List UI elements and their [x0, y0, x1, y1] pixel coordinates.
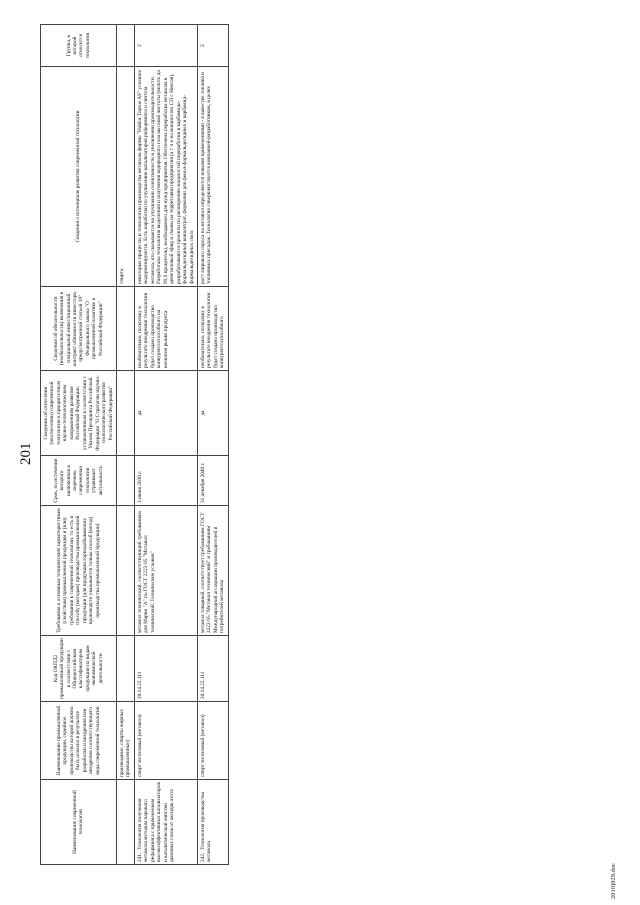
technology-cell: [134, 780, 197, 865]
technology-name: Технология производства метанола: [199, 792, 213, 862]
table-row: [134, 25, 197, 865]
product-cell: спирт метиловый (метанол): [197, 702, 228, 780]
priority-cell: да: [134, 371, 197, 456]
okpd2-cell: 20.14.22.111: [197, 636, 228, 702]
carryover-product-text: производные, спирты жирные промышленные): [116, 702, 134, 780]
document-code: 2010)929.doc: [610, 863, 617, 899]
page-number: 201: [18, 442, 34, 465]
okpd2-cell: 20.14.22.111: [134, 636, 197, 702]
requirements-cell: метанол товарный, соответствует требованиям ГОСТ 2222-95 "Метанол технический" и требованиям Международной ассоциации производителей и потребителей метанола: [197, 506, 228, 636]
requirements-cell: метанол технический, соответствующий требованиям для Марки "А" по ГОСТ 2222-95 "Метанол технический. Технические условия": [134, 506, 197, 636]
deadline-cell: 31 декабря 2040 г.: [197, 456, 228, 506]
technology-name: Технология получения метанола методом парового риформинга с применением высокоэффективных катализаторов и каталитической очистки дымовых газов от оксидов азота: [136, 782, 176, 862]
row-number: 242.: [199, 852, 206, 862]
header-potential: Сведения о потенциале развития современной технологии: [41, 67, 117, 287]
table-row: [197, 25, 228, 865]
potential-cell: рост мирового спроса на метанол определяется новыми применениями - в качестве топлива и топливных присадок. Технология совершенствуется компанией-разработчиком, в целях: [197, 67, 228, 287]
header-deadline: Срок, по истечении которого включенная в перечень современная технология утрачивает актуальность: [41, 456, 117, 506]
carryover-potential-text: спирта: [116, 67, 134, 287]
header-okpd2: Код ОКПД2 промышленной продукции в соответствии с Общероссийским классификатором продукции по видам экономической деятельности: [41, 636, 117, 702]
header-group: Группа, к которой относится технология: [41, 25, 117, 67]
technology-cell: [197, 780, 228, 865]
header-product: Наименование промышленной продукции, серийное производство которой должно быть освоено в результате разработки и внедрения или внедрения соответствующего вида современной технологии: [41, 702, 117, 780]
group-cell: 2: [197, 25, 228, 67]
technology-table: [40, 24, 229, 865]
deadline-cell: 3 июня 2030 г.: [134, 456, 197, 506]
header-requirements: Требования к основным техническим характеристикам (свойствам) промышленной продукции и (или) требования к современной технологии, то есть к способу (методам) производства промышленной продукции (для продукции горнодобывающих производств указывается только способ (метод) производства промышленной продукции): [41, 506, 117, 636]
header-priority: Сведения об отнесении (неотнесении) современной технологии к приоритетным научно-технологическим направлениям развития Российской Федерации, установленным в соответствии с Указом Президента Российской Федерации "О Стратегии научно-технологического развития Российской Федерации": [41, 371, 117, 456]
potential-cell: некоторые процессы и технологии производства метанола фирмы "Haldor Topsoe AS" успешно модернизируются. Есть наработки по улучшению катализаторов риформинга и синтеза метанола, что сказывается на улучшении селективности и увеличении производительности. Разработана технология выделения и получения водородного газа высокой чистоты (вплоть до 99,9 процентов), необходимого для нужд предприятия. Обеспечена переработка метанола в диметиловый эфир и смены на территории предприятия (а т ч н на мощностях СП с Нексон), разрабатываются проекты по расширению мощностей переработки в карбамидо-формальдегидный концентрат, формалин для фенол-формальдегидных и карбамид-формальдегидных смол: [134, 67, 197, 287]
group-cell: 2: [134, 25, 197, 67]
header-technology: Наименование современной технологии: [41, 780, 117, 865]
priority-cell: да: [197, 371, 228, 456]
table-header-row: [41, 25, 117, 865]
investment-obligation-cell: необязательно, поскольку в результате внедрения технологии будет создано производство конкурентоспособного: [197, 287, 228, 371]
investment-obligation-cell: необязательно, поскольку в результате внедрения технологии будет создано производство конкурентоспособного на внешнем рынке продукта: [134, 287, 197, 371]
carryover-row: [116, 25, 134, 865]
header-investment-obligation: Сведения об обязательности (необязательности) включения в специальный инвестиционный контракт обязанности инвестора, предусмотренной статьей 18³ Федерального закона "О промышленной политике в Российской Федерации": [41, 287, 117, 371]
row-number: 241.: [136, 852, 143, 862]
product-cell: спирт метиловый (метанол): [134, 702, 197, 780]
